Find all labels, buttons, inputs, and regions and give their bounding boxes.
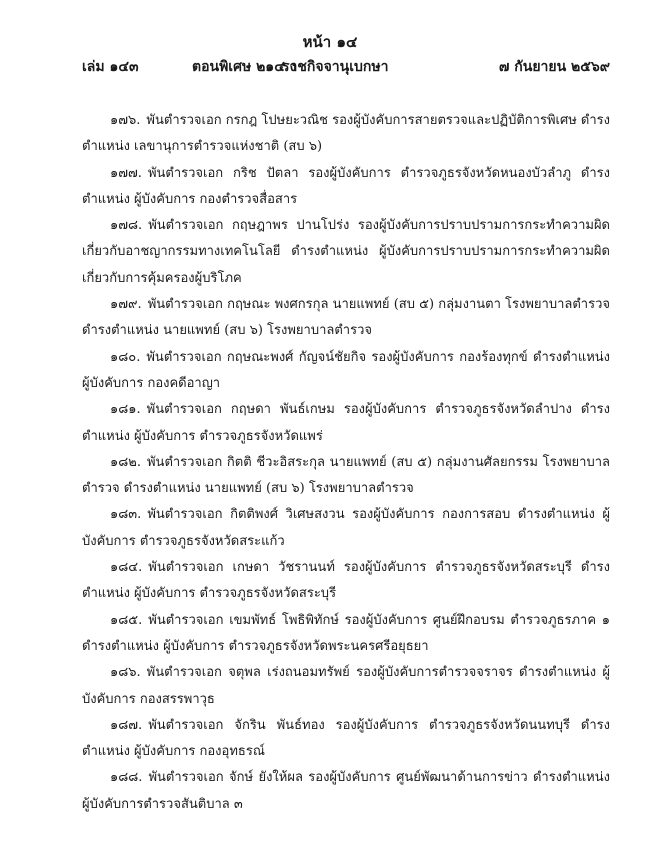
entry-text: พันตำรวจเอก กฤษดา พันธ์เกษม รองผู้บังคับการ ตำรวจภูธรจังหวัดลำปาง ดำรงตำแหน่ง ผู้บังคับการ ตำรวจภูธรจังหวัดแพร่ <box>82 402 610 444</box>
list-item <box>82 555 610 608</box>
document-body <box>82 108 610 818</box>
page-number: หน้า ๑๔ <box>302 33 358 51</box>
entry-text: พันตำรวจเอก กฤษฎาพร ปานโปร่ง รองผู้บังคับการปราบปรามการกระทำความผิดเกี่ยวกับอาชญากรรมทางเทคโนโลยี ดำรงตำแหน่ง ผู้บังคับการปราบปรามการกระทำความผิดเกี่ยวกับการคุ้มครองผู้บริโภค <box>82 218 610 286</box>
header-section: ตอนพิเศษ ๒๑๔ ง <box>192 59 297 75</box>
entry-number: ๑๘๔. <box>110 560 143 576</box>
header-date: ๗ กันยายน ๒๕๖๙ <box>498 59 610 75</box>
entry-number: ๑๘๓. <box>110 507 142 523</box>
list-item <box>82 108 610 161</box>
list-item <box>82 502 610 555</box>
entry-text: พันตำรวจเอก กฤษณะ พงศกรกุล นายแพทย์ (สบ ๕) กลุ่มงานตา โรงพยาบาลตำรวจ ดำรงตำแหน่ง นายแพทย์ (สบ ๖) โรงพยาบาลตำรวจ <box>82 297 610 339</box>
entry-text: พันตำรวจเอก เกษดา วัชรานนท์ รองผู้บังคับการ ตำรวจภูธรจังหวัดสระบุรี ดำรงตำแหน่ง ผู้บังคับการ ตำรวจภูธรจังหวัดสระบุรี <box>82 560 610 602</box>
entry-text: พันตำรวจเอก กิตติพงศ์ วิเศษสงวน รองผู้บังคับการ กองการสอบ ดำรงตำแหน่ง ผู้บังคับการ ตำรวจภูธรจังหวัดสระแก้ว <box>82 507 610 549</box>
entry-number: ๑๘๒. <box>110 454 141 470</box>
list-item <box>82 292 610 345</box>
list-item <box>82 213 610 292</box>
list-item <box>82 765 610 818</box>
entry-text: พันตำรวจเอก กริช ปัตลา รองผู้บังคับการ ตำรวจภูธรจังหวัดหนองบัวลำภู ดำรงตำแหน่ง ผู้บังคับการ กองตำรวจสื่อสาร <box>82 165 610 207</box>
entry-number: ๑๗๘. <box>110 218 143 234</box>
header-gazette-title: ราชกิจจานุเบกษา <box>282 59 389 75</box>
entry-number: ๑๗๙. <box>110 297 142 313</box>
entry-text: พันตำรวจเอก จักษ์ ยังให้ผล รองผู้บังคับการ ศูนย์พัฒนาด้านการข่าว ดำรงตำแหน่ง ผู้บังคับการตำรวจสันติบาล ๓ <box>82 770 610 812</box>
entry-number: ๑๗๗. <box>110 165 142 181</box>
list-item <box>82 713 610 766</box>
list-item <box>82 450 610 503</box>
entry-number: ๑๘๕. <box>110 612 143 628</box>
entry-number: ๑๘๗. <box>110 717 143 733</box>
entry-number: ๑๘๘. <box>110 770 143 786</box>
entry-text: พันตำรวจเอก กฤษณะพงศ์ กัญจน์ชัยกิจ รองผู้บังคับการ กองร้องทุกข์ ดำรงตำแหน่ง ผู้บังคับการ กองคดีอาญา <box>82 349 610 391</box>
entry-text: พันตำรวจเอก กรกฎ โปษยะวณิช รองผู้บังคับการสายตรวจและปฏิบัติการพิเศษ ดำรงตำแหน่ง เลขานุการตำรวจแห่งชาติ (สบ ๖) <box>82 113 610 155</box>
entry-text: พันตำรวจเอก จักริน พันธ์ทอง รองผู้บังคับการ ตำรวจภูธรจังหวัดนนทบุรี ดำรงตำแหน่ง ผู้บังคับการ กองอุทธรณ์ <box>82 717 610 760</box>
list-item <box>82 397 610 450</box>
entry-number: ๑๘๖. <box>110 665 141 681</box>
list-item <box>82 660 610 713</box>
entry-number: ๑๘๑. <box>110 402 141 418</box>
list-item <box>82 345 610 398</box>
entry-text: พันตำรวจเอก เขมพัทธ์ โพธิพิทักษ์ รองผู้บังคับการ ศูนย์ฝึกอบรม ตำรวจภูธรภาค ๑ ดำรงตำแหน่ง ผู้บังคับการ ตำรวจภูธรจังหวัดพระนครศรีอยุธยา <box>82 612 610 654</box>
list-item <box>82 608 610 661</box>
header-volume: เล่ม ๑๔๓ <box>82 59 139 75</box>
entry-text: พันตำรวจเอก กิตติ ชีวะอิสระกุล นายแพทย์ (สบ ๕) กลุ่มงานศัลยกรรม โรงพยาบาลตำรวจ ดำรงตำแหน่ง นายแพทย์ (สบ ๖) โรงพยาบาลตำรวจ <box>82 454 610 497</box>
list-item <box>82 161 610 214</box>
entry-number: ๑๗๖. <box>110 113 141 128</box>
running-header <box>82 56 610 76</box>
entry-text: พันตำรวจเอก จตุพล เร่งถนอมทรัพย์ รองผู้บังคับการตำรวจจราจร ดำรงตำแหน่ง ผู้บังคับการ กองสรรพาวุธ <box>82 665 610 707</box>
entry-number: ๑๘๐. <box>110 349 141 365</box>
